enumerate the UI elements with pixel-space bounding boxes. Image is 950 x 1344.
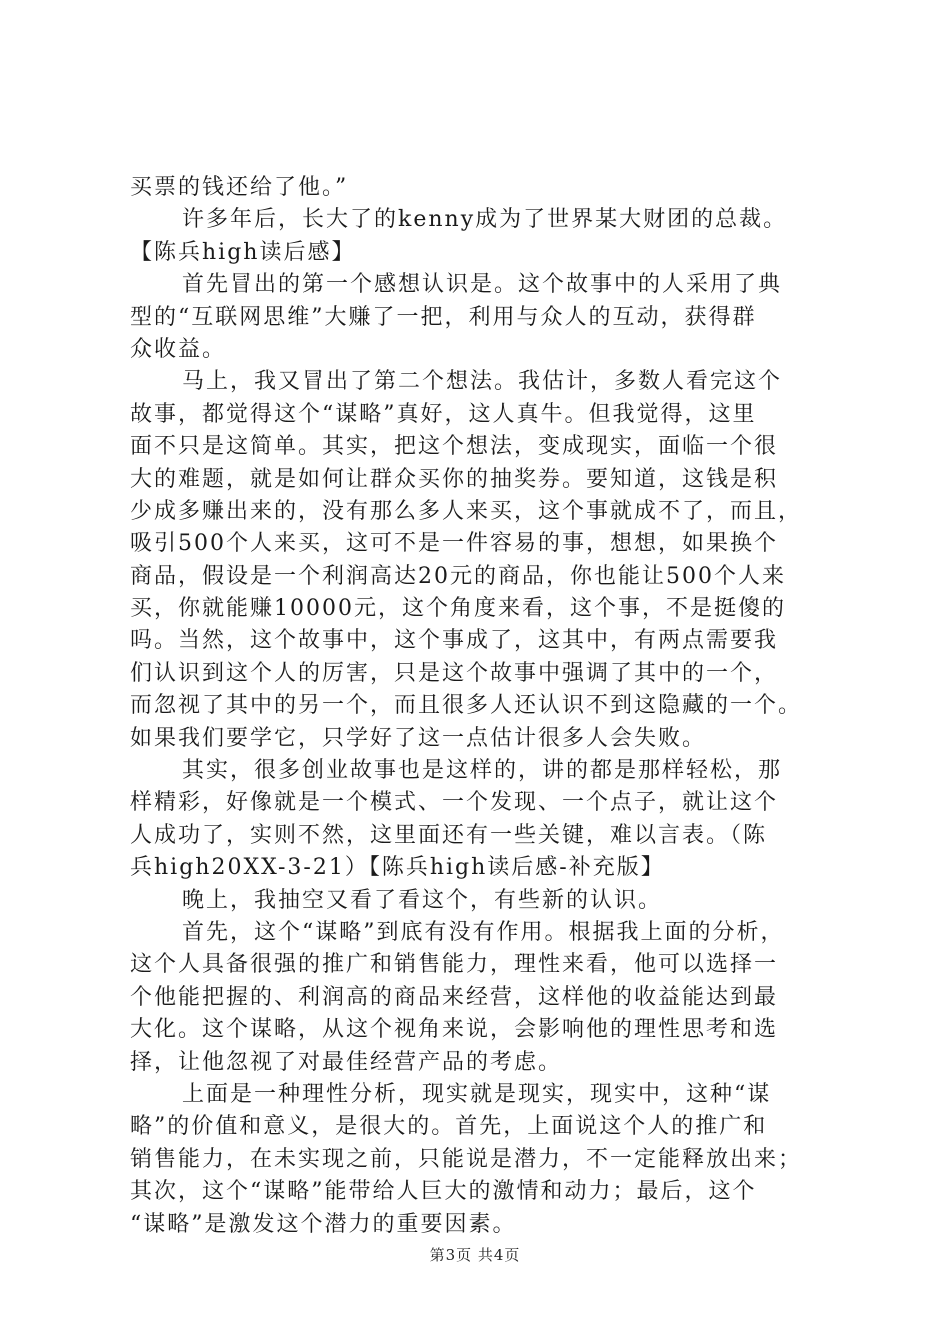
text-line: 人成功了，实则不然，这里面还有一些关键，难以言表。（陈: [130, 822, 768, 848]
text-line: 销售能力，在未实现之前，只能说是潜力，不一定能释放出来；: [130, 1146, 803, 1172]
text-line: 如果我们要学它，只学好了这一点估计很多人会失败。: [130, 725, 707, 751]
text-line: 略”的价值和意义，是很大的。首先，上面说这个人的推广和: [130, 1114, 768, 1140]
text-line: 兵high20XX-3-21）【陈兵high读后感-补充版】: [130, 855, 665, 881]
text-line: 大化。这个谋略，从这个视角来说，会影响他的理性思考和选: [130, 1017, 779, 1043]
text-line: 上面是一种理性分析，现实就是现实，现实中，这种“谋: [182, 1081, 772, 1107]
text-line: 许多年后，长大了的kenny成为了世界某大财团的总裁。: [182, 207, 788, 233]
text-line: 面不只是这简单。其实，把这个想法，变成现实，面临一个很: [130, 434, 779, 460]
text-line: 商品，假设是一个利润高达20元的商品，你也能让500个人来: [130, 563, 786, 589]
text-line: 型的“互联网思维”大赚了一把，利用与众人的互动，获得群: [130, 304, 757, 330]
text-line: 马上，我又冒出了第二个想法。我估计，多数人看完这个: [182, 369, 783, 395]
text-line: 晚上，我抽空又看了看这个，有些新的认识。: [182, 887, 663, 913]
text-line: 故事，都觉得这个“谋略”真好，这人真牛。但我觉得，这里: [130, 401, 757, 427]
text-line: 样精彩，好像就是一个模式、一个发现、一个点子，就让这个: [130, 790, 779, 816]
text-line: 买，你就能赚10000元，这个角度来看，这个事，不是挺傻的: [130, 596, 786, 622]
text-line: 众收益。: [130, 336, 227, 362]
text-line: 首先冒出的第一个感想认识是。这个故事中的人采用了典: [182, 272, 783, 298]
text-line: 少成多赚出来的，没有那么多人来买，这个事就成不了，而且，: [130, 498, 803, 524]
text-line: 大的难题，就是如何让群众买你的抽奖券。要知道，这钱是积: [130, 466, 779, 492]
text-line: 这个人具备很强的推广和销售能力，理性来看，他可以选择一: [130, 952, 779, 978]
text-line: 其次，这个“谋略”能带给人巨大的激情和动力；最后，这个: [130, 1179, 757, 1205]
text-line: 吗。当然，这个故事中，这个事成了，这其中，有两点需要我: [130, 628, 779, 654]
page-number: 第3页 共4页: [429, 1246, 521, 1264]
text-line: 们认识到这个人的厉害，只是这个故事中强调了其中的一个，: [130, 660, 779, 686]
section-heading: 【陈兵high读后感】: [130, 239, 356, 265]
text-line: 吸引500个人来买，这可不是一件容易的事，想想，如果换个: [130, 531, 778, 557]
text-line: 而忽视了其中的另一个，而且很多人还认识不到这隐藏的一个。: [130, 693, 803, 719]
text-line: 买票的钱还给了他。”: [130, 175, 349, 200]
document-body: [130, 172, 840, 1241]
text-line: 个他能把握的、利润高的商品来经营，这样他的收益能达到最: [130, 984, 779, 1010]
text-line: 其实，很多创业故事也是这样的，讲的都是那样轻松，那: [182, 758, 783, 784]
text-line: 择，让他忽视了对最佳经营产品的考虑。: [130, 1049, 563, 1075]
text-line: “谋略”是激发这个潜力的重要因素。: [130, 1211, 517, 1237]
text-line: 首先，这个“谋略”到底有没有作用。根据我上面的分析，: [182, 919, 785, 945]
